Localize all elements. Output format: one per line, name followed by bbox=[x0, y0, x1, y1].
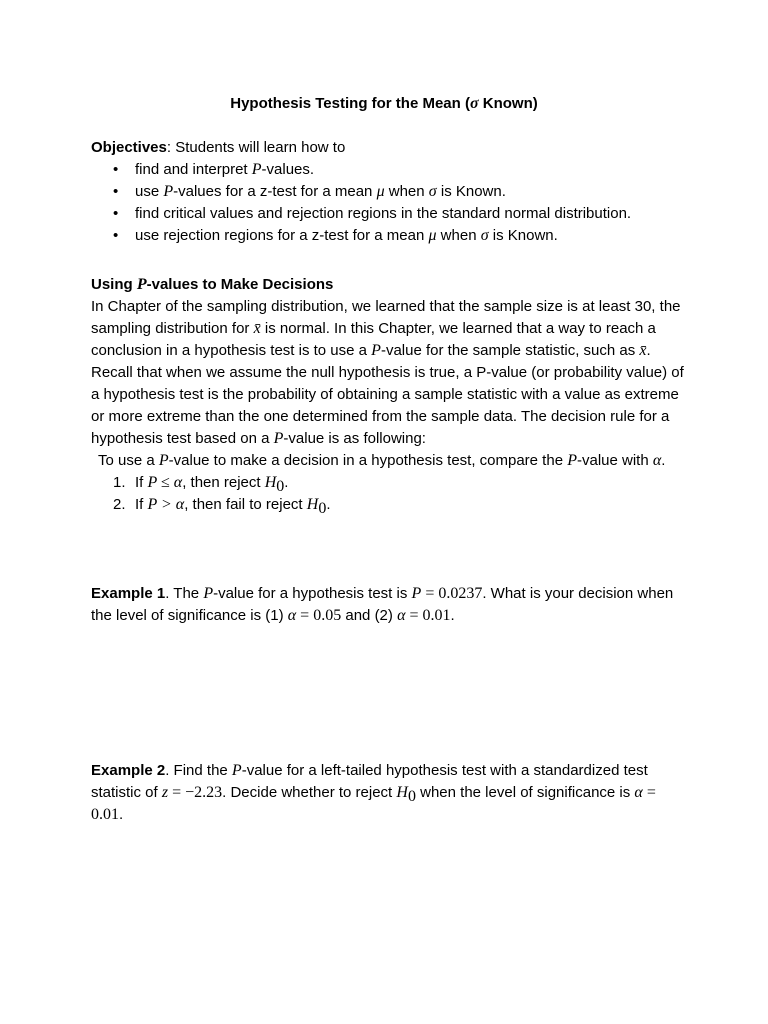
math: H bbox=[396, 784, 408, 801]
math: P bbox=[203, 585, 214, 602]
title-text-end: Known) bbox=[478, 95, 538, 112]
item-text: when bbox=[384, 183, 429, 200]
text: , then fail to reject bbox=[184, 496, 307, 513]
item-text: find and interpret bbox=[135, 161, 252, 178]
math: P bbox=[163, 183, 174, 200]
section-heading bbox=[91, 274, 691, 296]
text: . Decide whether to reject bbox=[222, 784, 397, 801]
math: α bbox=[397, 607, 406, 624]
math: μ bbox=[376, 183, 385, 200]
title-text: Hypothesis Testing for the Mean ( bbox=[230, 95, 470, 112]
text: . bbox=[450, 607, 455, 624]
math: x̄ bbox=[639, 342, 647, 359]
math: α bbox=[287, 607, 297, 624]
math: P bbox=[371, 342, 381, 359]
text: . bbox=[326, 496, 331, 513]
item-text: find critical values and rejection regions in the standard normal distribution. bbox=[135, 205, 632, 222]
text: when the level of significance is bbox=[415, 784, 635, 801]
title-sigma: σ bbox=[469, 95, 479, 112]
item-text: use rejection regions for a z-test for a mean bbox=[135, 227, 429, 244]
text: -value for the sample statistic, such as bbox=[380, 342, 640, 359]
text: . Find the bbox=[165, 762, 232, 779]
text: -value to make a decision in a hypothesis test, compare the bbox=[168, 452, 568, 469]
math: z bbox=[161, 784, 169, 801]
math: P > α bbox=[147, 496, 185, 513]
paragraph bbox=[91, 296, 691, 450]
math: α bbox=[652, 452, 662, 469]
list-item bbox=[91, 225, 691, 247]
text: . bbox=[119, 806, 124, 823]
math: σ bbox=[428, 183, 437, 200]
list-item bbox=[91, 181, 691, 203]
math: σ bbox=[480, 227, 489, 244]
text: -value is as following: bbox=[283, 430, 426, 447]
math: α bbox=[634, 784, 643, 801]
text: , then reject bbox=[182, 474, 265, 491]
example-label: Example 2 bbox=[91, 762, 166, 779]
item-text: when bbox=[436, 227, 481, 244]
document-title bbox=[0, 93, 768, 115]
decision-rules bbox=[91, 472, 691, 516]
text: If bbox=[135, 474, 148, 491]
math: = −2.23 bbox=[168, 784, 223, 801]
text: To use a bbox=[98, 452, 159, 469]
math: = 0.05 bbox=[296, 607, 342, 624]
example-label: Example 1 bbox=[91, 585, 166, 602]
pvalue-section bbox=[91, 274, 691, 516]
text: . What is your decision when the level of significance is (1) bbox=[91, 585, 674, 624]
objectives-section bbox=[91, 137, 691, 247]
text: If bbox=[135, 496, 148, 513]
text: -value for a left-tailed hypothesis test with a standardized test statistic of bbox=[91, 762, 648, 801]
objectives-list bbox=[91, 159, 691, 247]
objectives-intro-text: : Students will learn how to bbox=[166, 139, 346, 156]
math: x̄ bbox=[253, 320, 261, 337]
math: = 0.0237 bbox=[421, 585, 483, 602]
item-text: is Known. bbox=[436, 183, 506, 200]
paragraph bbox=[91, 450, 691, 472]
text: is normal. In this Chapter, we learned that a way to reach a conclusion in a hypothesis test is to use a bbox=[91, 320, 656, 359]
item-text: is Known. bbox=[488, 227, 558, 244]
list-item bbox=[91, 203, 691, 225]
math: P bbox=[231, 762, 242, 779]
text: . Recall that when we assume the null hypothesis is true, a P-value (or probability value) of a hypothesis test is the probability of obtaining a sample statistic with a value as extreme or more extreme than the one determined from the sample data. The decision rule for a hypothesis test based on a bbox=[91, 342, 684, 447]
text: . The bbox=[165, 585, 204, 602]
objectives-label: Objectives bbox=[91, 139, 167, 156]
heading-text: -values to Make Decisions bbox=[146, 276, 334, 293]
math: H bbox=[306, 496, 319, 513]
example-2 bbox=[91, 760, 691, 826]
math: P bbox=[567, 452, 577, 469]
text: . bbox=[661, 452, 666, 469]
example-1 bbox=[91, 583, 691, 627]
math: P bbox=[136, 276, 147, 293]
item-text: use bbox=[135, 183, 164, 200]
list-item bbox=[91, 159, 691, 181]
text: In Chapter of the sampling distribution, we learned that the sample size is at least 30, the sampling distribution for bbox=[91, 298, 681, 337]
subscript: 0 bbox=[407, 788, 416, 805]
math: = 0.01 bbox=[405, 607, 451, 624]
list-number: 2. bbox=[113, 496, 126, 513]
subscript: 0 bbox=[276, 478, 285, 495]
math: = 0.01 bbox=[91, 784, 656, 823]
subscript: 0 bbox=[318, 500, 327, 517]
text: -value for a hypothesis test is bbox=[213, 585, 412, 602]
item-text: -values for a z-test for a mean bbox=[173, 183, 377, 200]
math: μ bbox=[428, 227, 437, 244]
list-item bbox=[91, 494, 691, 516]
math: H bbox=[264, 474, 277, 491]
math: P bbox=[411, 585, 422, 602]
math: P ≤ α bbox=[147, 474, 183, 491]
math: P bbox=[251, 161, 262, 178]
item-text: -values. bbox=[261, 161, 315, 178]
list-number: 1. bbox=[113, 474, 126, 491]
heading-text: Using bbox=[91, 276, 137, 293]
text: . bbox=[284, 474, 289, 491]
math: P bbox=[273, 430, 284, 447]
objectives-intro bbox=[91, 137, 691, 159]
text: -value with bbox=[577, 452, 653, 469]
math: P bbox=[158, 452, 169, 469]
list-item bbox=[91, 472, 691, 494]
text: and (2) bbox=[341, 607, 398, 624]
